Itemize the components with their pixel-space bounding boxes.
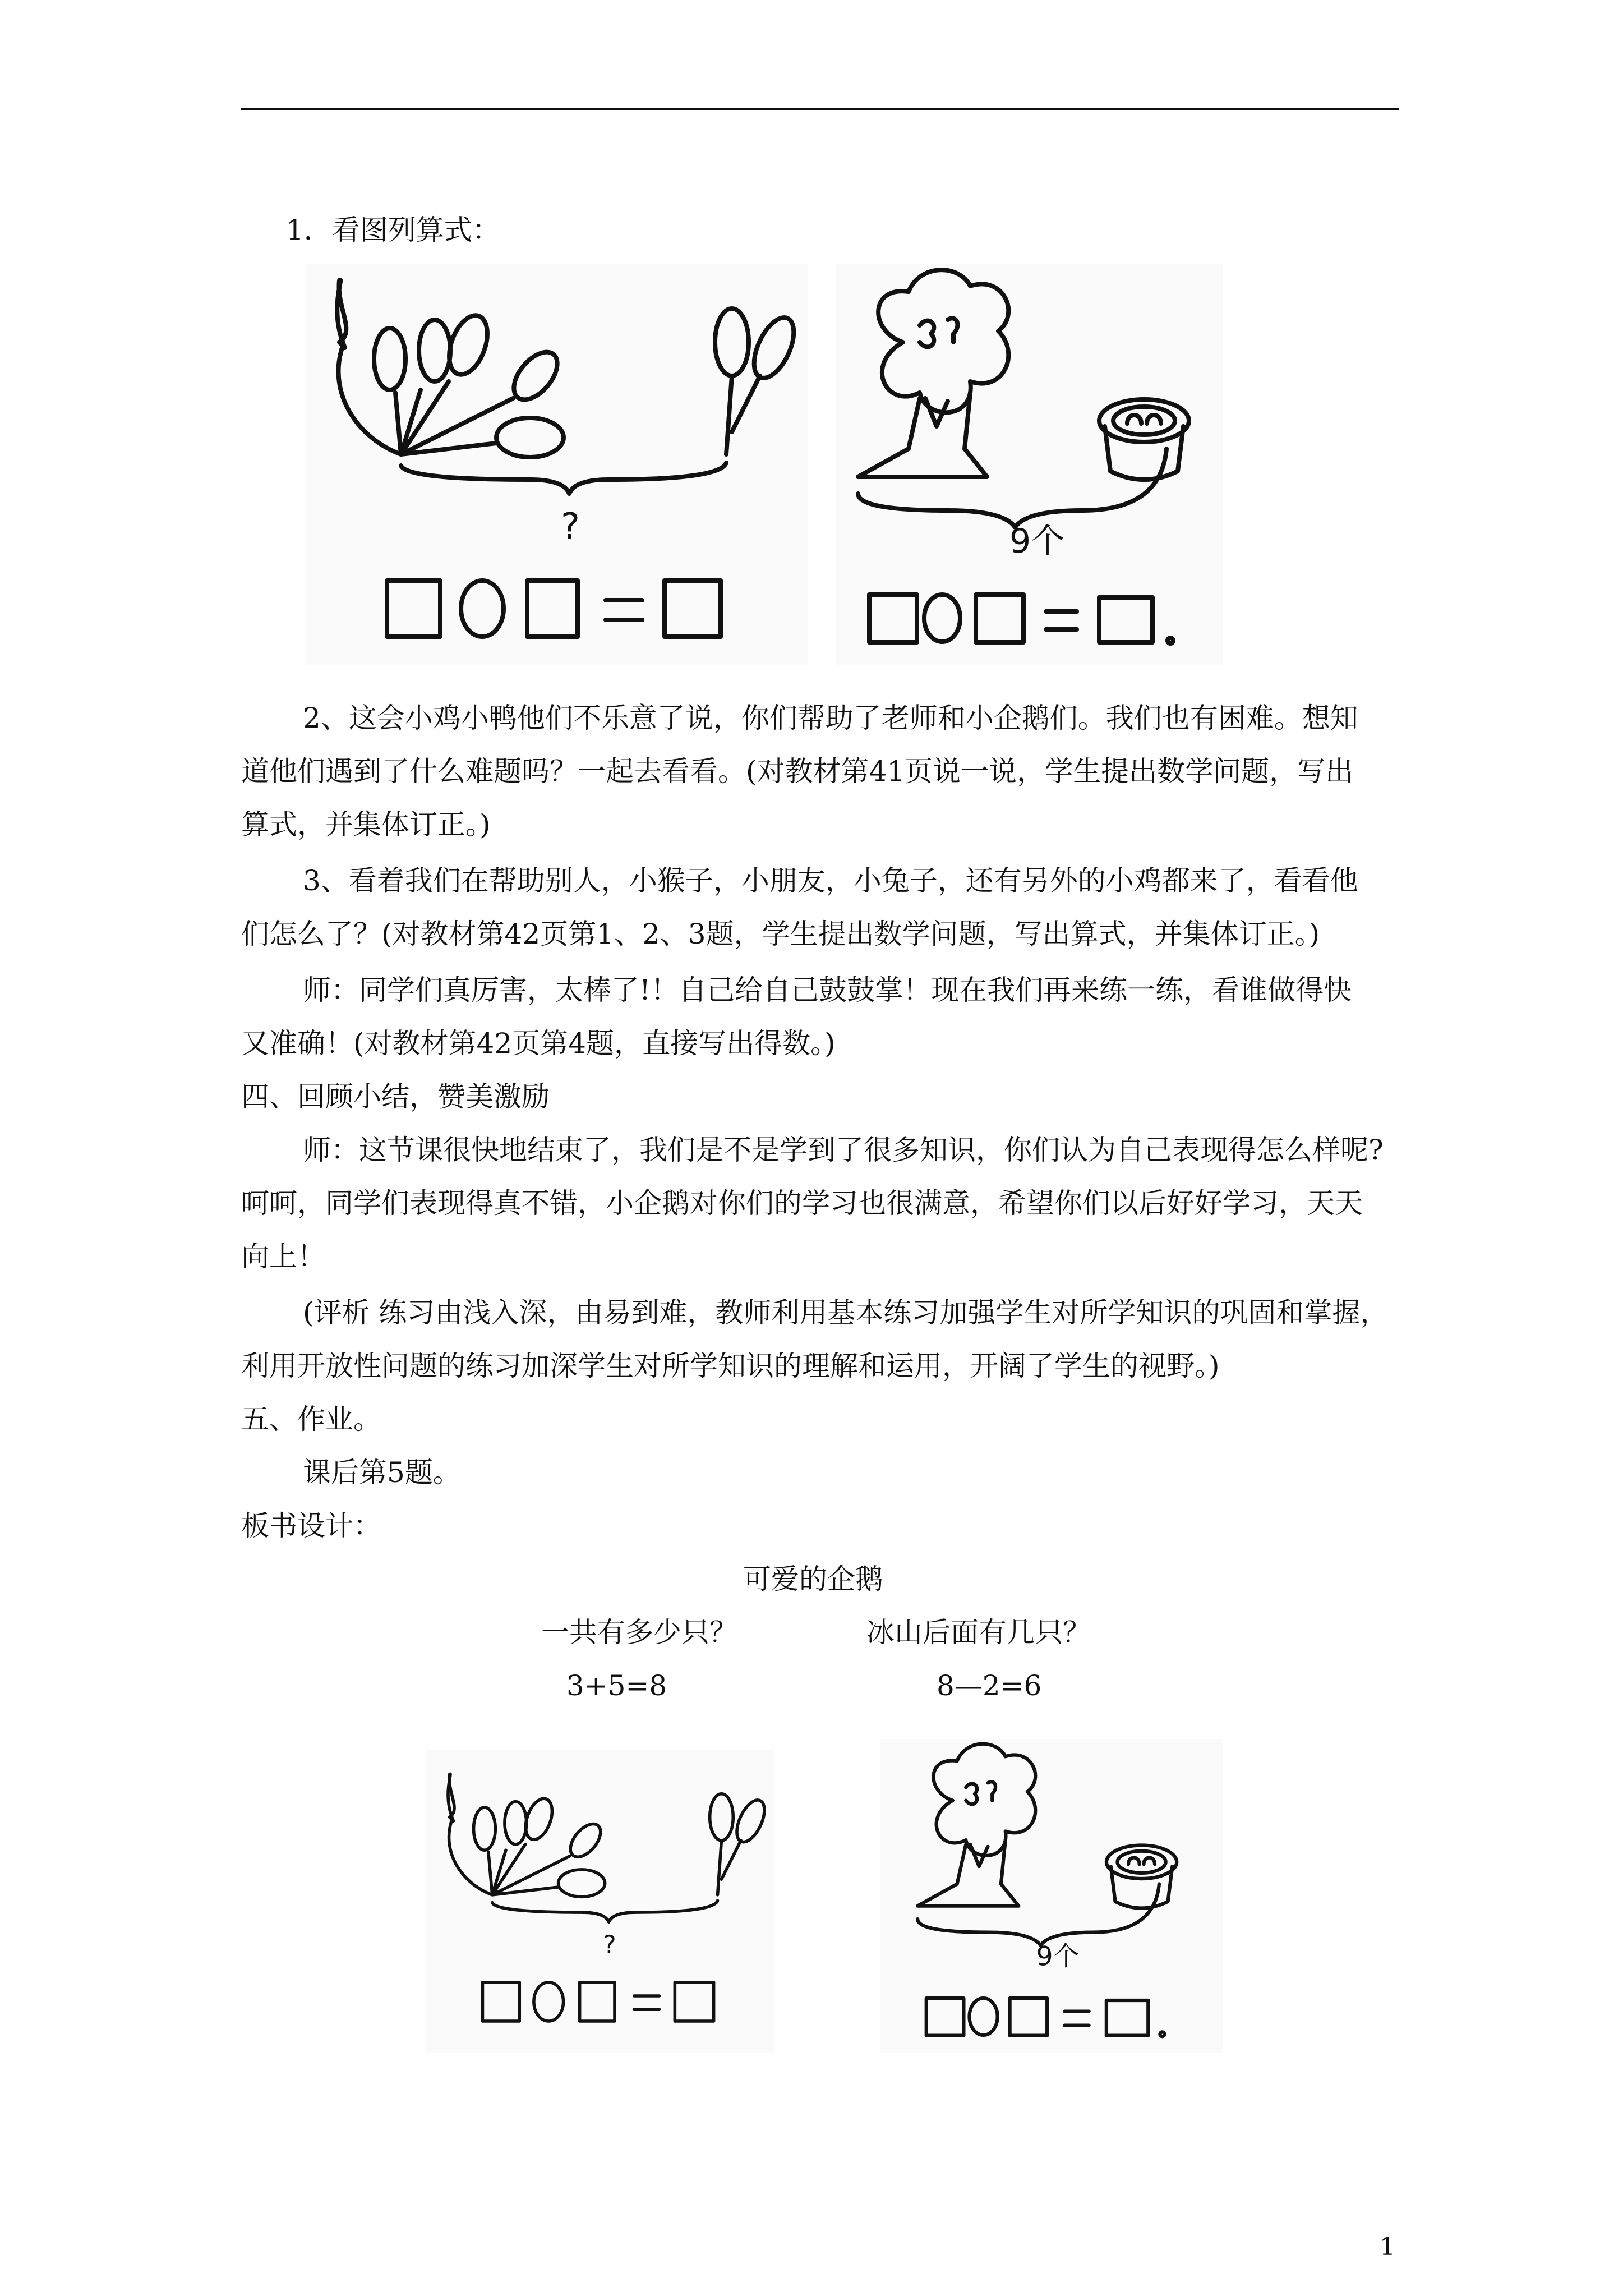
balloons-picture	[306, 264, 808, 665]
para3-line2: 们怎么了？(对教材第42页第1、2、3题，学生提出数学问题，写出算式，并集体订正。)	[241, 918, 1320, 950]
para5-line3: 向上！	[241, 1240, 325, 1273]
para6-line2: 利用开放性问题的练习加深学生对所学知识的理解和运用，开阔了学生的视野。)	[241, 1350, 1220, 1382]
page-number: 1	[1380, 2233, 1395, 2261]
para4-line1: 师：同学们真厉害，太棒了!！自己给自己鼓鼓掌！现在我们再来练一练，看谁做得快	[303, 974, 1352, 1006]
board-balloons-picture	[426, 1750, 774, 2053]
para3-line1: 3、看着我们在帮助别人，小猴子，小朋友，小兔子，还有另外的小鸡都来了，看看他	[303, 864, 1358, 897]
heading-review: 四、回顾小结，赞美激励	[241, 1080, 550, 1113]
board-equation-1: 3+5=8	[566, 1669, 667, 1702]
board-tree-picture	[880, 1739, 1223, 2053]
board-question-2: 冰山后面有几只？	[866, 1616, 1091, 1649]
para2-line2: 道他们遇到了什么难题吗？一起去看看。(对教材第41页说一说，学生提出数学问题，写出	[241, 755, 1354, 788]
header-rule	[241, 108, 1399, 110]
balloons-question-label: ?	[561, 506, 580, 547]
heading-homework: 五、作业。	[241, 1403, 381, 1435]
para2-line1: 2、这会小鸡小鸭他们不乐意了说，你们帮助了老师和小企鹅们。我们也有困难。想知	[303, 702, 1358, 734]
para6-line1: (评析 练习由浅入深，由易到难，教师利用基本练习加强学生对所学知识的巩固和掌握，	[303, 1296, 1389, 1329]
para4-line2: 又准确！(对教材第42页第4题，直接写出得数。)	[241, 1027, 836, 1060]
para5-line1: 师：这节课很快地结束了，我们是不是学到了很多知识，你们认为自己表现得怎么样呢?	[303, 1134, 1384, 1166]
board-tree-count-label: 9个	[1036, 1941, 1080, 1972]
board-title: 可爱的企鹅	[743, 1563, 883, 1595]
para5-line2: 呵呵，同学们表现得真不错，小企鹅对你们的学习也很满意，希望你们以后好好学习，天天	[241, 1187, 1363, 1220]
board-balloons-question-label: ?	[603, 1930, 616, 1959]
tree-count-label: 9个	[1009, 522, 1065, 561]
board-design-label: 板书设计：	[241, 1510, 381, 1542]
tree-picture	[836, 264, 1223, 665]
para2-line3: 算式，并集体订正。)	[241, 808, 491, 841]
board-equation-2: 8—2=6	[937, 1669, 1042, 1702]
section-title: 1．看图列算式：	[286, 214, 500, 246]
homework-text: 课后第5题。	[303, 1456, 461, 1489]
board-question-1: 一共有多少只？	[541, 1616, 737, 1649]
